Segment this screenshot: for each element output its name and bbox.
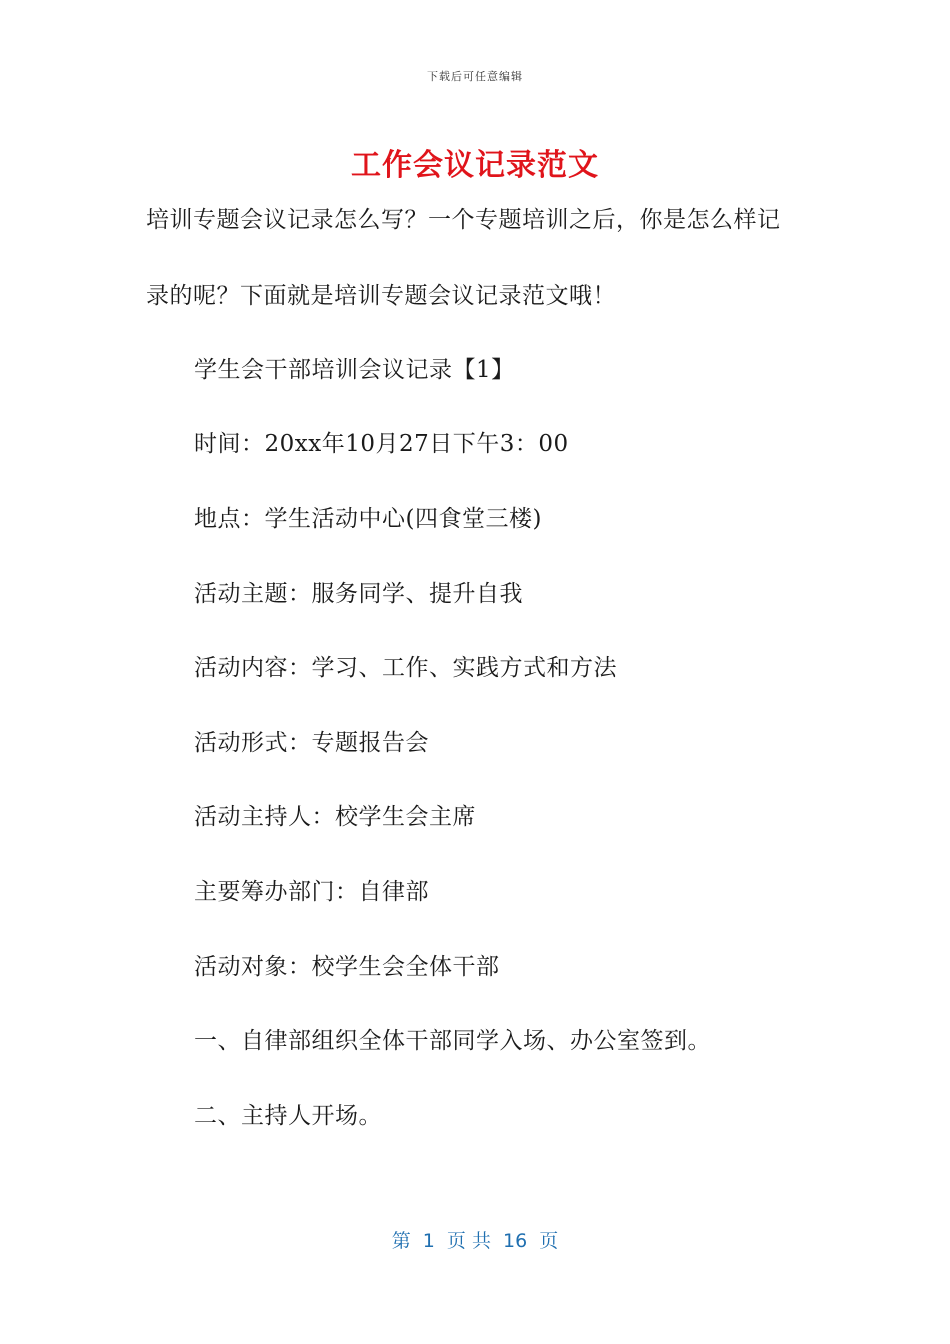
meeting-time: 时间：20xx年10月27日下午3：00 (194, 431, 569, 457)
intro-line-2: 录的呢？下面就是培训专题会议记录范文哦！ (146, 283, 616, 309)
agenda-item-2: 二、主持人开场。 (194, 1103, 382, 1129)
document-title: 工作会议记录范文 (351, 148, 599, 183)
activity-theme: 活动主题：服务同学、提升自我 (194, 581, 523, 607)
meeting-location: 地点：学生活动中心(四食堂三楼) (194, 506, 542, 532)
activity-format: 活动形式：专题报告会 (194, 730, 429, 756)
activity-audience: 活动对象：校学生会全体干部 (194, 954, 500, 980)
page-number: 第 1 页 共 16 页 (391, 1230, 559, 1252)
header-note: 下载后可任意编辑 (427, 70, 523, 83)
organizing-department: 主要筹办部门：自律部 (194, 879, 429, 905)
activity-host: 活动主持人：校学生会主席 (194, 804, 476, 830)
agenda-item-1: 一、自律部组织全体干部同学入场、办公室签到。 (194, 1028, 711, 1054)
intro-line-1: 培训专题会议记录怎么写？一个专题培训之后，你是怎么样记 (146, 207, 781, 233)
section-heading: 学生会干部培训会议记录【1】 (194, 357, 515, 383)
activity-content: 活动内容：学习、工作、实践方式和方法 (194, 655, 617, 681)
